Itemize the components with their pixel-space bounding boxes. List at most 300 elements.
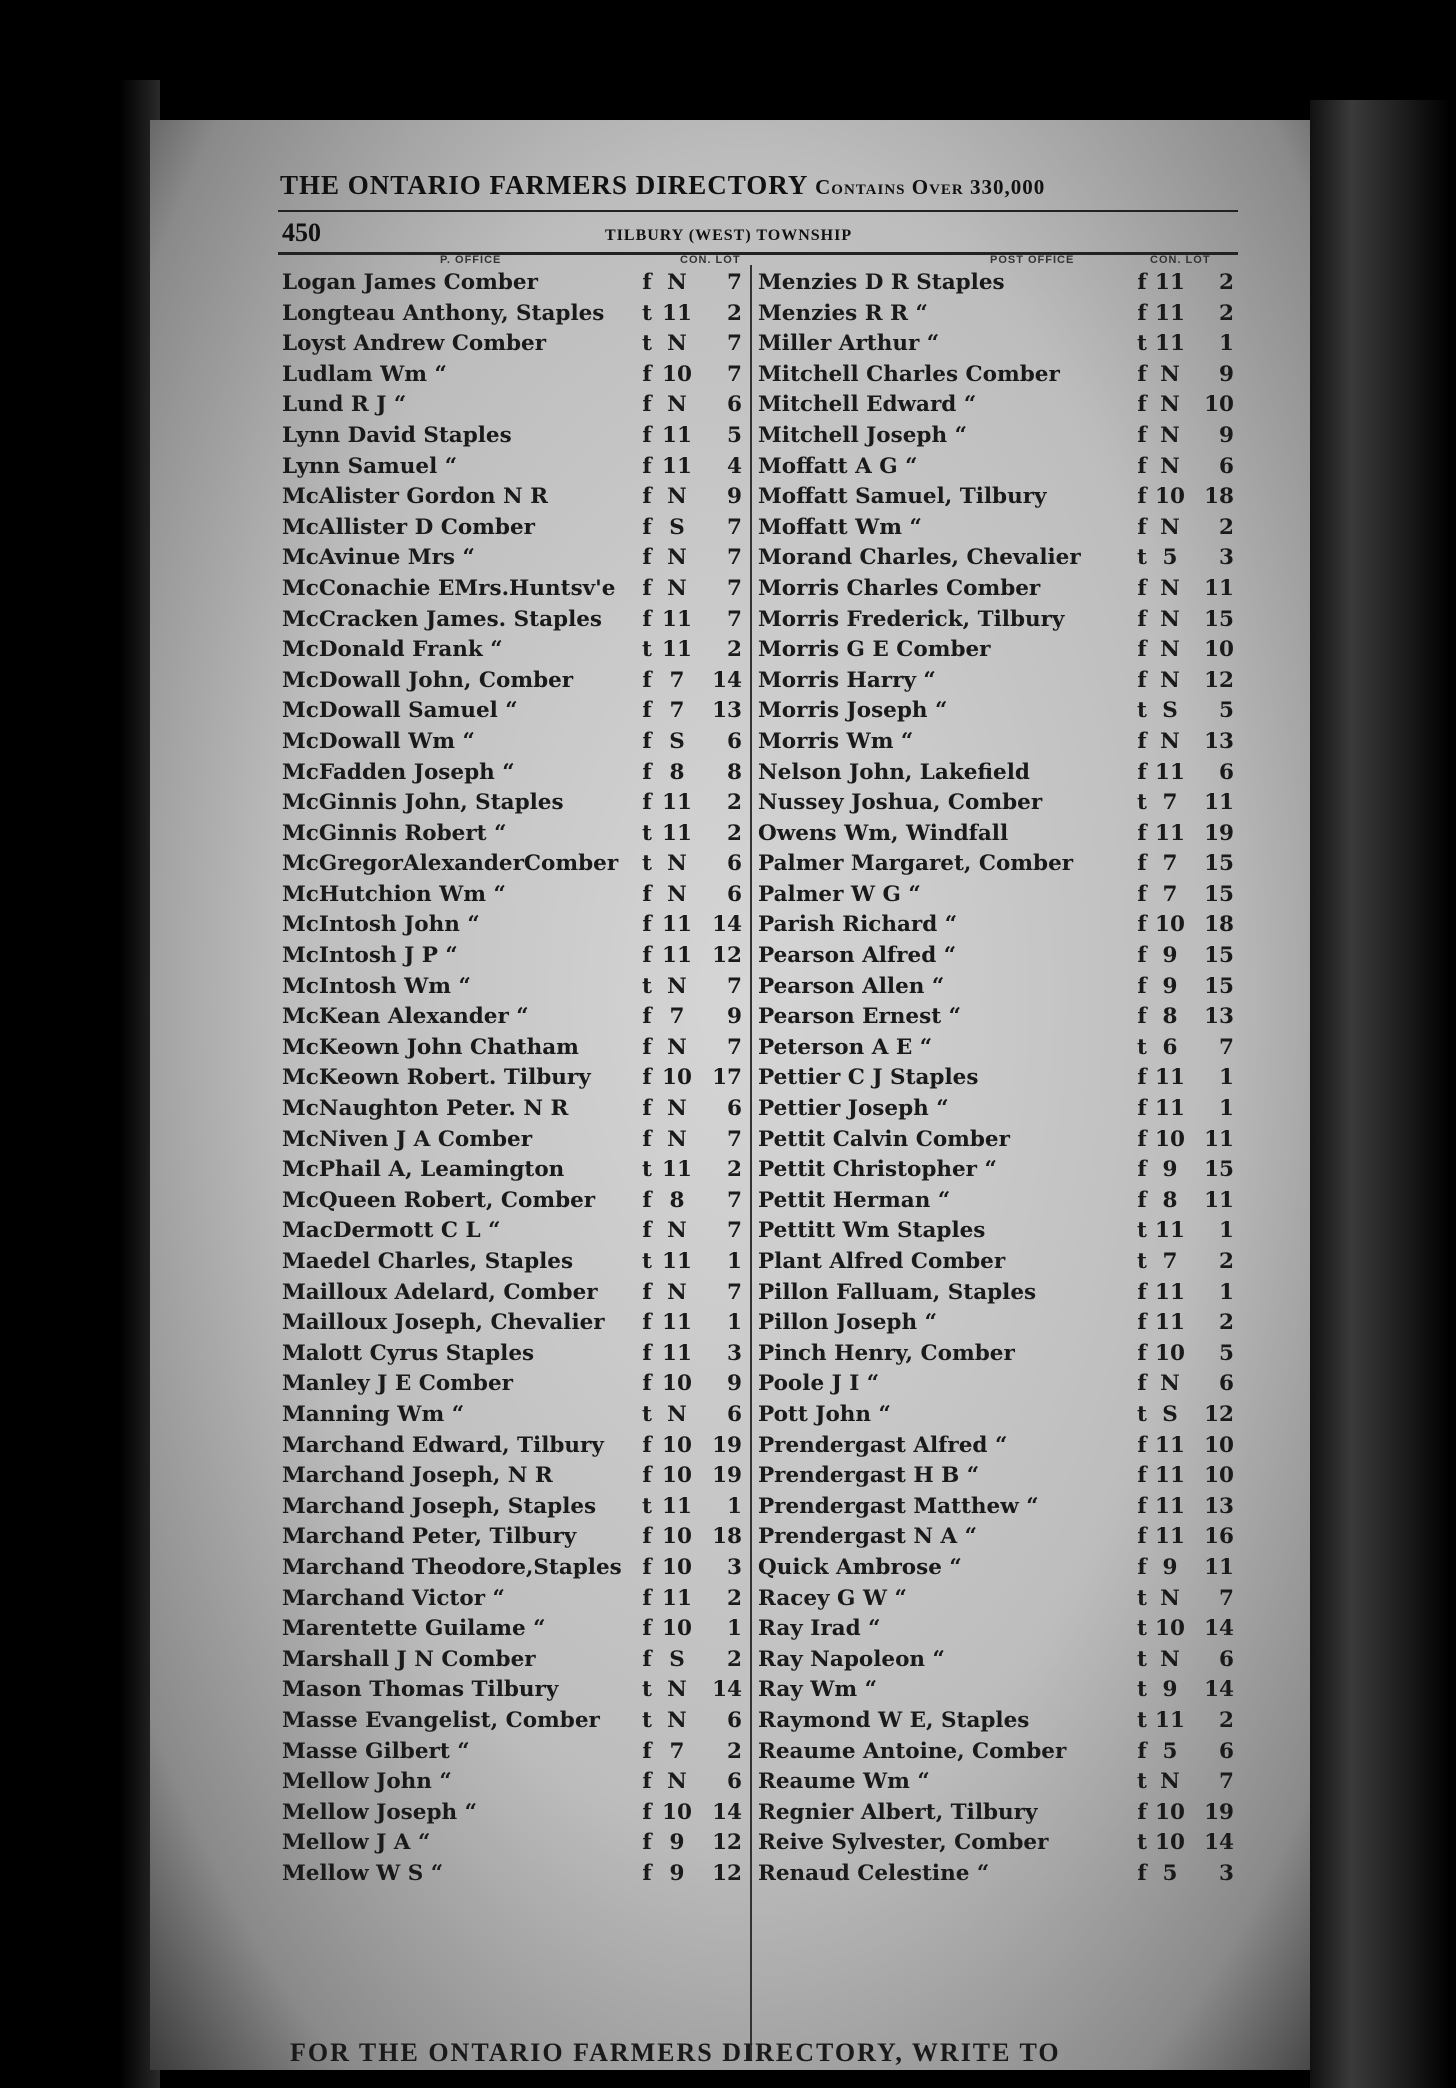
entry-tenure: t xyxy=(642,1707,652,1733)
entry-concession: 11 xyxy=(1155,331,1185,357)
entry-lot: 2 xyxy=(727,1157,742,1183)
entry-concession: N xyxy=(667,331,687,357)
directory-entry xyxy=(282,758,752,789)
directory-entry xyxy=(282,1675,752,1706)
directory-entry xyxy=(758,482,1238,513)
entry-lot: 18 xyxy=(1204,484,1234,510)
entry-concession: N xyxy=(667,545,687,571)
entry-tenure: f xyxy=(1137,637,1147,663)
entry-lot: 11 xyxy=(1204,790,1234,816)
column-header-con-lot-left: CON. LOT xyxy=(680,254,741,266)
entry-tenure: f xyxy=(642,1279,652,1305)
entry-name: Mellow Joseph “ xyxy=(282,1799,477,1825)
banner-rule xyxy=(278,210,1238,212)
entry-lot: 7 xyxy=(727,1279,742,1305)
entry-concession: 9 xyxy=(1162,973,1178,999)
entry-tenure: t xyxy=(642,1493,652,1519)
entry-tenure: f xyxy=(642,1463,652,1489)
directory-entry xyxy=(282,605,752,636)
entry-concession: 11 xyxy=(662,790,692,816)
entry-lot: 10 xyxy=(1204,1463,1234,1489)
directory-entry xyxy=(758,1859,1238,1890)
directory-entry xyxy=(758,1063,1238,1094)
entry-tenure: t xyxy=(642,1249,652,1274)
entry-name: Lynn David Staples xyxy=(282,422,512,448)
entry-concession: N xyxy=(667,973,687,999)
entry-name: Moffatt Samuel, Tilbury xyxy=(758,484,1047,510)
entry-lot: 17 xyxy=(712,1065,742,1091)
entry-lot: 5 xyxy=(727,422,742,448)
entry-tenure: f xyxy=(642,1585,652,1611)
entry-tenure: f xyxy=(1137,300,1147,326)
entry-name: McKean Alexander “ xyxy=(282,1004,529,1030)
directory-entry xyxy=(758,819,1238,850)
entry-tenure: f xyxy=(642,422,652,448)
entry-lot: 7 xyxy=(727,606,742,632)
entry-tenure: f xyxy=(642,1738,652,1764)
directory-entry xyxy=(758,1522,1238,1553)
directory-entry xyxy=(758,696,1238,727)
entry-tenure: t xyxy=(642,851,652,877)
directory-entry xyxy=(282,1828,752,1859)
entry-name: Pettit Christopher “ xyxy=(758,1157,997,1183)
entry-name: McConachie EMrs.Huntsv'e xyxy=(282,575,616,601)
entry-tenure: f xyxy=(1137,606,1147,632)
entry-name: McKeown John Chatham xyxy=(282,1034,579,1060)
entry-concession: 11 xyxy=(1155,759,1185,785)
page-banner xyxy=(280,170,1240,201)
entry-concession: 10 xyxy=(662,361,692,387)
entry-lot: 6 xyxy=(1219,759,1234,785)
entry-lot: 13 xyxy=(1204,1493,1234,1519)
entry-tenure: f xyxy=(642,1616,652,1642)
entry-concession: 7 xyxy=(1162,1249,1178,1274)
entry-concession: 10 xyxy=(1155,1340,1185,1366)
entry-name: Ray Wm “ xyxy=(758,1677,878,1703)
directory-entry xyxy=(282,972,752,1003)
directory-entry xyxy=(758,574,1238,605)
entry-tenure: t xyxy=(1137,790,1147,816)
entry-lot: 2 xyxy=(1219,270,1234,295)
directory-entry xyxy=(282,635,752,666)
entry-name: Palmer W G “ xyxy=(758,881,921,907)
entry-lot: 15 xyxy=(1204,973,1234,999)
entry-lot: 19 xyxy=(712,1432,742,1458)
directory-entry xyxy=(282,1308,752,1339)
entry-tenure: f xyxy=(1137,1004,1147,1030)
page-number: 450 xyxy=(282,218,321,247)
entry-tenure: f xyxy=(1137,1310,1147,1336)
directory-entry xyxy=(758,543,1238,574)
entry-lot: 14 xyxy=(1204,1830,1234,1856)
entry-concession: N xyxy=(667,1769,687,1795)
entry-tenure: t xyxy=(1137,1249,1147,1274)
entry-name: Pott John “ xyxy=(758,1401,891,1427)
entry-concession: 9 xyxy=(1162,1677,1178,1703)
entry-lot: 2 xyxy=(727,1585,742,1611)
left-column xyxy=(282,268,752,1889)
entry-name: Pearson Allen “ xyxy=(758,973,945,999)
directory-entry xyxy=(758,1828,1238,1859)
entry-concession: N xyxy=(667,270,687,295)
directory-entry xyxy=(282,452,752,483)
entry-name: Masse Gilbert “ xyxy=(282,1738,470,1764)
entry-name: Menzies R R “ xyxy=(758,300,928,326)
entry-tenure: t xyxy=(642,1677,652,1703)
entry-concession: N xyxy=(1160,453,1180,479)
entry-name: Marchand Edward, Tilbury xyxy=(282,1432,604,1458)
entry-tenure: f xyxy=(642,1065,652,1091)
directory-entry xyxy=(758,1125,1238,1156)
entry-tenure: f xyxy=(1137,881,1147,907)
entry-lot: 2 xyxy=(727,820,742,846)
entry-concession: 11 xyxy=(662,637,692,663)
entry-lot: 7 xyxy=(1219,1034,1234,1060)
entry-lot: 10 xyxy=(1204,392,1234,418)
entry-tenure: t xyxy=(642,1157,652,1183)
entry-tenure: f xyxy=(1137,1096,1147,1122)
entry-lot: 6 xyxy=(1219,1371,1234,1397)
entry-name: Mitchell Edward “ xyxy=(758,392,977,418)
entry-lot: 14 xyxy=(1204,1677,1234,1703)
entry-tenure: t xyxy=(642,300,652,326)
entry-lot: 9 xyxy=(727,484,742,510)
directory-entry xyxy=(758,1339,1238,1370)
directory-entry xyxy=(758,635,1238,666)
entry-concession: 11 xyxy=(662,1585,692,1611)
entry-tenure: t xyxy=(1137,1707,1147,1733)
entry-concession: 8 xyxy=(669,1187,685,1213)
entry-concession: N xyxy=(667,575,687,601)
directory-entry xyxy=(758,1400,1238,1431)
entry-lot: 7 xyxy=(727,1218,742,1244)
entry-lot: 3 xyxy=(1219,545,1234,571)
entry-concession: N xyxy=(1160,728,1180,754)
directory-entry xyxy=(758,1461,1238,1492)
entry-concession: 9 xyxy=(1162,1157,1178,1183)
entry-lot: 6 xyxy=(727,851,742,877)
entry-lot: 2 xyxy=(1219,1707,1234,1733)
entry-concession: 11 xyxy=(1155,1432,1185,1458)
entry-tenure: f xyxy=(642,545,652,571)
entry-tenure: t xyxy=(1137,1585,1147,1611)
entry-concession: 10 xyxy=(662,1524,692,1550)
directory-entry xyxy=(758,1614,1238,1645)
entry-tenure: f xyxy=(1137,943,1147,969)
entry-lot: 1 xyxy=(727,1616,742,1642)
entry-lot: 2 xyxy=(727,300,742,326)
directory-entry xyxy=(758,1033,1238,1064)
entry-name: Maedel Charles, Staples xyxy=(282,1249,574,1274)
entry-name: Marchand Theodore,Staples xyxy=(282,1554,622,1580)
directory-entry xyxy=(758,1584,1238,1615)
entry-lot: 6 xyxy=(727,1769,742,1795)
directory-entry xyxy=(282,1216,752,1247)
entry-concession: 8 xyxy=(1162,1187,1178,1213)
entry-concession: N xyxy=(1160,422,1180,448)
entry-tenure: t xyxy=(642,637,652,663)
entry-lot: 7 xyxy=(727,1126,742,1152)
entry-concession: 7 xyxy=(1162,790,1178,816)
entry-tenure: t xyxy=(1137,545,1147,571)
entry-name: Malott Cyrus Staples xyxy=(282,1340,535,1366)
entry-name: Reaume Wm “ xyxy=(758,1769,930,1795)
entry-name: Pettier Joseph “ xyxy=(758,1096,949,1122)
entry-lot: 11 xyxy=(1204,1554,1234,1580)
entry-concession: 11 xyxy=(662,1310,692,1336)
entry-name: McAvinue Mrs “ xyxy=(282,545,475,571)
entry-tenure: f xyxy=(642,912,652,938)
banner-title: THE ONTARIO FARMERS DIRECTORY xyxy=(280,170,808,200)
entry-tenure: f xyxy=(642,1340,652,1366)
entry-name: McCracken James. Staples xyxy=(282,606,603,632)
entry-tenure: f xyxy=(1137,759,1147,785)
entry-lot: 1 xyxy=(727,1493,742,1519)
directory-entry xyxy=(758,1216,1238,1247)
entry-lot: 12 xyxy=(712,1830,742,1856)
entry-name: McGregorAlexanderComber xyxy=(282,851,619,877)
entry-concession: N xyxy=(667,392,687,418)
directory-entry xyxy=(758,1369,1238,1400)
entry-name: Marchand Victor “ xyxy=(282,1585,505,1611)
entry-lot: 15 xyxy=(1204,881,1234,907)
entry-name: Marshall J N Comber xyxy=(282,1646,536,1672)
entry-tenure: f xyxy=(1137,361,1147,387)
entry-lot: 9 xyxy=(727,1004,742,1030)
entry-name: Marentette Guilame “ xyxy=(282,1616,546,1642)
entry-concession: 11 xyxy=(1155,1218,1185,1244)
right-column xyxy=(758,268,1238,1889)
directory-entry xyxy=(282,696,752,727)
directory-entry xyxy=(758,268,1238,299)
page-footer: FOR THE ONTARIO FARMERS DIRECTORY, WRITE TO xyxy=(290,2038,1061,2067)
entry-concession: 11 xyxy=(1155,1310,1185,1336)
directory-entry xyxy=(758,1645,1238,1676)
entry-name: McGinnis Robert “ xyxy=(282,820,507,846)
entry-lot: 7 xyxy=(727,514,742,540)
entry-lot: 8 xyxy=(727,759,742,785)
directory-entry xyxy=(282,1859,752,1890)
entry-lot: 10 xyxy=(1204,1432,1234,1458)
entry-tenure: f xyxy=(1137,1493,1147,1519)
entry-name: Menzies D R Staples xyxy=(758,270,1005,295)
directory-entry xyxy=(282,1522,752,1553)
entry-lot: 1 xyxy=(1219,1279,1234,1305)
entry-lot: 2 xyxy=(727,637,742,663)
entry-lot: 14 xyxy=(712,1799,742,1825)
entry-tenure: f xyxy=(642,759,652,785)
entry-concession: N xyxy=(1160,392,1180,418)
directory-entry xyxy=(758,666,1238,697)
entry-lot: 6 xyxy=(1219,1646,1234,1672)
entry-concession: 9 xyxy=(1162,1554,1178,1580)
entry-lot: 6 xyxy=(727,1096,742,1122)
entry-tenure: f xyxy=(1137,514,1147,540)
directory-entry xyxy=(758,1798,1238,1829)
entry-tenure: f xyxy=(1137,973,1147,999)
directory-entry xyxy=(282,574,752,605)
directory-entry xyxy=(282,1737,752,1768)
entry-name: McHutchion Wm “ xyxy=(282,881,506,907)
entry-concession: N xyxy=(667,1034,687,1060)
entry-concession: S xyxy=(669,1646,685,1672)
entry-concession: 10 xyxy=(1155,484,1185,510)
entry-name: Masse Evangelist, Comber xyxy=(282,1707,600,1733)
entry-tenure: t xyxy=(1137,1616,1147,1642)
entry-tenure: t xyxy=(642,331,652,357)
entry-name: McIntosh Wm “ xyxy=(282,973,471,999)
entry-name: Morris Frederick, Tilbury xyxy=(758,606,1065,632)
entry-concession: 10 xyxy=(662,1371,692,1397)
entry-tenure: f xyxy=(1137,1279,1147,1305)
entry-lot: 15 xyxy=(1204,943,1234,969)
entry-lot: 2 xyxy=(1219,300,1234,326)
entry-tenure: f xyxy=(642,484,652,510)
entry-concession: N xyxy=(1160,1371,1180,1397)
directory-entry xyxy=(282,1461,752,1492)
entry-name: Lund R J “ xyxy=(282,392,407,418)
entry-name: Pillon Falluam, Staples xyxy=(758,1279,1037,1305)
entry-concession: N xyxy=(667,1401,687,1427)
entry-tenure: f xyxy=(642,1799,652,1825)
entry-concession: 10 xyxy=(1155,1799,1185,1825)
entry-name: Owens Wm, Windfall xyxy=(758,820,1009,846)
entry-tenure: f xyxy=(1137,912,1147,938)
directory-entry xyxy=(282,1247,752,1278)
entry-concession: 11 xyxy=(1155,270,1185,295)
entry-concession: 9 xyxy=(669,1860,685,1886)
entry-lot: 1 xyxy=(1219,1065,1234,1091)
entry-lot: 9 xyxy=(1219,422,1234,448)
entry-lot: 3 xyxy=(1219,1860,1234,1886)
directory-entry xyxy=(282,1553,752,1584)
entry-tenure: f xyxy=(642,1126,652,1152)
entry-concession: 11 xyxy=(1155,300,1185,326)
entry-concession: 11 xyxy=(662,606,692,632)
entry-concession: 11 xyxy=(1155,820,1185,846)
entry-name: Morris Charles Comber xyxy=(758,575,1041,601)
entry-tenure: f xyxy=(1137,1065,1147,1091)
entry-tenure: f xyxy=(1137,1738,1147,1764)
directory-entry xyxy=(282,849,752,880)
entry-name: Moffatt Wm “ xyxy=(758,514,922,540)
entry-concession: N xyxy=(667,1279,687,1305)
entry-lot: 2 xyxy=(1219,514,1234,540)
entry-lot: 2 xyxy=(727,1738,742,1764)
entry-name: Morand Charles, Chevalier xyxy=(758,545,1081,571)
entry-tenure: f xyxy=(642,1860,652,1886)
entry-name: Mason Thomas Tilbury xyxy=(282,1677,559,1703)
entry-name: Logan James Comber xyxy=(282,270,538,295)
entry-lot: 10 xyxy=(1204,637,1234,663)
directory-entry xyxy=(282,1431,752,1462)
entry-lot: 14 xyxy=(712,667,742,693)
entry-lot: 7 xyxy=(727,331,742,357)
entry-tenure: f xyxy=(642,1769,652,1795)
entry-concession: S xyxy=(669,514,685,540)
entry-tenure: f xyxy=(1137,392,1147,418)
entry-name: Loyst Andrew Comber xyxy=(282,331,547,357)
entry-tenure: f xyxy=(1137,1799,1147,1825)
entry-tenure: t xyxy=(1137,698,1147,724)
entry-tenure: f xyxy=(1137,728,1147,754)
directory-entry xyxy=(282,1798,752,1829)
entry-lot: 7 xyxy=(727,973,742,999)
entry-tenure: f xyxy=(1137,453,1147,479)
directory-entry xyxy=(282,543,752,574)
entry-lot: 11 xyxy=(1204,575,1234,601)
entry-tenure: f xyxy=(642,1432,652,1458)
directory-entry xyxy=(282,1492,752,1523)
entry-tenure: f xyxy=(1137,851,1147,877)
entry-concession: N xyxy=(1160,667,1180,693)
entry-name: Lynn Samuel “ xyxy=(282,453,458,479)
banner-subtitle: Contains Over 330,000 xyxy=(815,175,1046,199)
entry-tenure: f xyxy=(1137,270,1147,295)
entry-lot: 7 xyxy=(727,545,742,571)
entry-concession: N xyxy=(667,1218,687,1244)
entry-name: McAllister D Comber xyxy=(282,514,535,540)
directory-entry xyxy=(282,390,752,421)
entry-concession: 11 xyxy=(662,300,692,326)
directory-entry xyxy=(282,421,752,452)
entry-name: Longteau Anthony, Staples xyxy=(282,300,605,326)
entry-tenure: f xyxy=(1137,422,1147,448)
directory-entry xyxy=(282,329,752,360)
entry-name: Prendergast H B “ xyxy=(758,1463,980,1489)
entry-name: Pillon Joseph “ xyxy=(758,1310,937,1336)
directory-entry xyxy=(282,482,752,513)
directory-entry xyxy=(758,360,1238,391)
entry-lot: 14 xyxy=(712,912,742,938)
entry-name: Mellow John “ xyxy=(282,1769,452,1795)
entry-tenure: f xyxy=(642,1096,652,1122)
entry-name: Morris Wm “ xyxy=(758,728,914,754)
entry-concession: N xyxy=(1160,637,1180,663)
directory-entry xyxy=(282,819,752,850)
directory-entry xyxy=(282,1033,752,1064)
entry-lot: 16 xyxy=(1204,1524,1234,1550)
entry-tenure: t xyxy=(1137,1034,1147,1060)
entry-concession: 7 xyxy=(669,1738,685,1764)
entry-name: Marchand Joseph, N R xyxy=(282,1463,553,1489)
entry-tenure: f xyxy=(1137,1371,1147,1397)
directory-entry xyxy=(758,1737,1238,1768)
entry-lot: 14 xyxy=(712,1677,742,1703)
entry-name: Mailloux Joseph, Chevalier xyxy=(282,1310,605,1336)
entry-name: McIntosh John “ xyxy=(282,912,480,938)
entry-tenure: f xyxy=(642,1830,652,1856)
entry-lot: 15 xyxy=(1204,1157,1234,1183)
entry-concession: 5 xyxy=(1162,545,1178,571)
entry-lot: 13 xyxy=(712,698,742,724)
entry-lot: 11 xyxy=(1204,1187,1234,1213)
entry-lot: 18 xyxy=(712,1524,742,1550)
directory-entry xyxy=(282,727,752,758)
entry-name: McAlister Gordon N R xyxy=(282,484,548,510)
directory-entry xyxy=(758,788,1238,819)
entry-tenure: f xyxy=(1137,575,1147,601)
entry-tenure: f xyxy=(642,606,652,632)
directory-entry xyxy=(282,941,752,972)
entry-tenure: f xyxy=(1137,667,1147,693)
entry-concession: 5 xyxy=(1162,1860,1178,1886)
entry-lot: 2 xyxy=(727,790,742,816)
entry-concession: 11 xyxy=(662,1157,692,1183)
entry-lot: 12 xyxy=(1204,1401,1234,1427)
directory-entry xyxy=(282,1614,752,1645)
directory-entry xyxy=(758,1553,1238,1584)
